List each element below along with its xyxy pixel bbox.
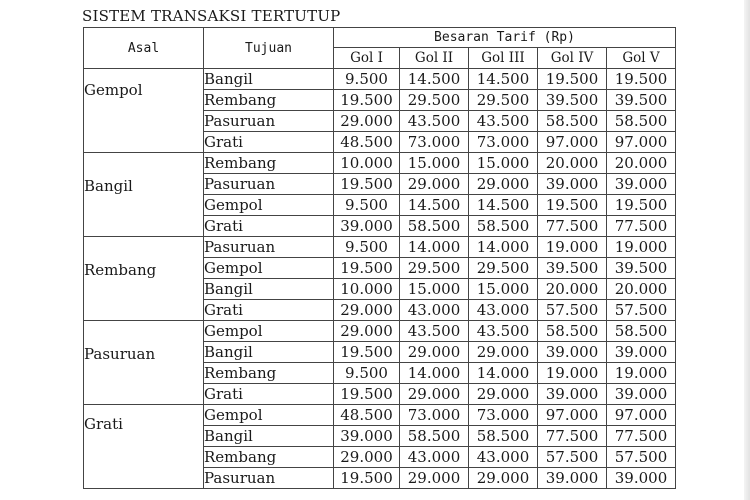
tarif-gol-2-cell: 15.000 [400,153,469,174]
tarif-gol-2-cell: 29.500 [400,90,469,111]
tarif-gol-5-cell: 58.500 [607,321,676,342]
tarif-gol-4-cell: 39.000 [538,384,607,405]
tarif-gol-1-cell: 19.500 [334,468,400,489]
tarif-gol-3-cell: 15.000 [469,153,538,174]
tarif-gol-2-cell: 29.500 [400,258,469,279]
page-edge [744,0,750,500]
asal-cell: Grati [84,405,204,489]
tarif-gol-5-cell: 77.500 [607,426,676,447]
tarif-gol-4-cell: 77.500 [538,426,607,447]
tujuan-cell: Gempol [204,405,334,426]
tarif-gol-2-cell: 43.000 [400,300,469,321]
table-row [84,237,676,258]
tarif-gol-4-cell: 58.500 [538,111,607,132]
tarif-gol-3-cell: 43.500 [469,111,538,132]
table-header [84,28,676,69]
tarif-gol-3-cell: 29.000 [469,384,538,405]
tarif-gol-5-cell: 77.500 [607,216,676,237]
tarif-gol-4-cell: 39.500 [538,90,607,111]
tarif-gol-2-cell: 14.500 [400,195,469,216]
tujuan-cell: Bangil [204,279,334,300]
tarif-gol-5-cell: 57.500 [607,300,676,321]
tarif-gol-1-cell: 9.500 [334,195,400,216]
header-gol-5: Gol V [607,48,676,69]
tujuan-cell: Gempol [204,195,334,216]
tarif-gol-3-cell: 29.000 [469,342,538,363]
tarif-gol-1-cell: 9.500 [334,363,400,384]
asal-cell: Bangil [84,153,204,237]
tarif-gol-1-cell: 29.000 [334,447,400,468]
tarif-gol-2-cell: 14.500 [400,69,469,90]
tarif-gol-1-cell: 9.500 [334,69,400,90]
tarif-gol-3-cell: 73.000 [469,405,538,426]
tarif-gol-1-cell: 48.500 [334,132,400,153]
tarif-gol-5-cell: 39.500 [607,258,676,279]
header-besaran-tarif: Besaran Tarif (Rp) [334,28,676,48]
tarif-gol-3-cell: 14.500 [469,195,538,216]
tujuan-cell: Grati [204,384,334,405]
tujuan-cell: Bangil [204,342,334,363]
tarif-gol-3-cell: 29.500 [469,90,538,111]
asal-cell: Pasuruan [84,321,204,405]
tarif-gol-4-cell: 19.500 [538,69,607,90]
tarif-gol-2-cell: 14.000 [400,237,469,258]
tarif-gol-5-cell: 97.000 [607,132,676,153]
tarif-gol-5-cell: 19.000 [607,237,676,258]
tujuan-cell: Pasuruan [204,174,334,195]
tarif-gol-3-cell: 43.500 [469,321,538,342]
tarif-gol-4-cell: 57.500 [538,300,607,321]
header-gol-3: Gol III [469,48,538,69]
header-asal: Asal [84,28,204,69]
tarif-gol-4-cell: 19.500 [538,195,607,216]
tarif-gol-1-cell: 29.000 [334,300,400,321]
tarif-gol-5-cell: 20.000 [607,279,676,300]
tarif-gol-1-cell: 19.500 [334,258,400,279]
tujuan-cell: Grati [204,132,334,153]
tarif-gol-5-cell: 19.500 [607,69,676,90]
tarif-gol-1-cell: 29.000 [334,111,400,132]
tarif-gol-1-cell: 48.500 [334,405,400,426]
tarif-gol-3-cell: 14.000 [469,237,538,258]
tarif-gol-2-cell: 58.500 [400,216,469,237]
tarif-gol-2-cell: 29.000 [400,342,469,363]
tujuan-cell: Pasuruan [204,468,334,489]
tariff-table [83,27,676,489]
header-gol-4: Gol IV [538,48,607,69]
tarif-gol-4-cell: 20.000 [538,153,607,174]
table-row [84,153,676,174]
tarif-gol-1-cell: 19.500 [334,342,400,363]
tarif-gol-3-cell: 43.000 [469,300,538,321]
tarif-gol-2-cell: 29.000 [400,468,469,489]
tujuan-cell: Gempol [204,321,334,342]
tarif-gol-5-cell: 39.500 [607,90,676,111]
tarif-gol-4-cell: 19.000 [538,237,607,258]
header-tujuan: Tujuan [204,28,334,69]
tujuan-cell: Pasuruan [204,111,334,132]
table-row [84,321,676,342]
tarif-gol-1-cell: 9.500 [334,237,400,258]
tarif-gol-5-cell: 97.000 [607,405,676,426]
tarif-gol-2-cell: 14.000 [400,363,469,384]
tarif-gol-3-cell: 58.500 [469,216,538,237]
tarif-gol-4-cell: 39.500 [538,258,607,279]
tarif-gol-4-cell: 97.000 [538,132,607,153]
tarif-gol-1-cell: 19.500 [334,384,400,405]
tarif-gol-4-cell: 39.000 [538,342,607,363]
tarif-gol-2-cell: 43.500 [400,321,469,342]
tarif-gol-2-cell: 29.000 [400,384,469,405]
tujuan-cell: Rembang [204,447,334,468]
tarif-gol-5-cell: 39.000 [607,174,676,195]
tarif-gol-1-cell: 10.000 [334,279,400,300]
tarif-gol-3-cell: 15.000 [469,279,538,300]
document-title: SISTEM TRANSAKSI TERTUTUP [82,7,341,25]
tarif-gol-4-cell: 39.000 [538,174,607,195]
tarif-gol-3-cell: 58.500 [469,426,538,447]
tujuan-cell: Grati [204,300,334,321]
tarif-gol-3-cell: 43.000 [469,447,538,468]
tarif-gol-5-cell: 57.500 [607,447,676,468]
asal-cell: Gempol [84,69,204,153]
tarif-gol-2-cell: 43.500 [400,111,469,132]
tarif-gol-5-cell: 19.000 [607,363,676,384]
header-gol-1: Gol I [334,48,400,69]
tujuan-cell: Rembang [204,363,334,384]
tarif-gol-3-cell: 14.500 [469,69,538,90]
tarif-gol-1-cell: 10.000 [334,153,400,174]
tarif-gol-4-cell: 97.000 [538,405,607,426]
tarif-gol-2-cell: 29.000 [400,174,469,195]
table-row [84,69,676,90]
tarif-gol-5-cell: 20.000 [607,153,676,174]
tarif-gol-1-cell: 19.500 [334,90,400,111]
tarif-gol-3-cell: 14.000 [469,363,538,384]
tujuan-cell: Pasuruan [204,237,334,258]
tarif-gol-4-cell: 19.000 [538,363,607,384]
tarif-gol-1-cell: 39.000 [334,216,400,237]
tarif-gol-5-cell: 58.500 [607,111,676,132]
tarif-gol-4-cell: 57.500 [538,447,607,468]
tarif-gol-3-cell: 29.500 [469,258,538,279]
tujuan-cell: Bangil [204,69,334,90]
tarif-gol-2-cell: 73.000 [400,132,469,153]
tarif-gol-4-cell: 77.500 [538,216,607,237]
tarif-gol-3-cell: 29.000 [469,174,538,195]
tarif-gol-3-cell: 29.000 [469,468,538,489]
tujuan-cell: Rembang [204,90,334,111]
tujuan-cell: Grati [204,216,334,237]
tarif-gol-2-cell: 58.500 [400,426,469,447]
tarif-gol-1-cell: 29.000 [334,321,400,342]
tarif-gol-1-cell: 19.500 [334,174,400,195]
tujuan-cell: Rembang [204,153,334,174]
tarif-gol-5-cell: 39.000 [607,468,676,489]
table-body [84,69,676,489]
tarif-gol-5-cell: 39.000 [607,384,676,405]
tarif-gol-2-cell: 15.000 [400,279,469,300]
tarif-gol-4-cell: 39.000 [538,468,607,489]
tarif-gol-3-cell: 73.000 [469,132,538,153]
tarif-gol-2-cell: 73.000 [400,405,469,426]
table-row [84,405,676,426]
tarif-gol-4-cell: 20.000 [538,279,607,300]
tarif-gol-1-cell: 39.000 [334,426,400,447]
header-gol-2: Gol II [400,48,469,69]
tujuan-cell: Gempol [204,258,334,279]
tarif-gol-2-cell: 43.000 [400,447,469,468]
tarif-gol-4-cell: 58.500 [538,321,607,342]
asal-cell: Rembang [84,237,204,321]
tarif-gol-5-cell: 19.500 [607,195,676,216]
tarif-gol-5-cell: 39.000 [607,342,676,363]
tujuan-cell: Bangil [204,426,334,447]
